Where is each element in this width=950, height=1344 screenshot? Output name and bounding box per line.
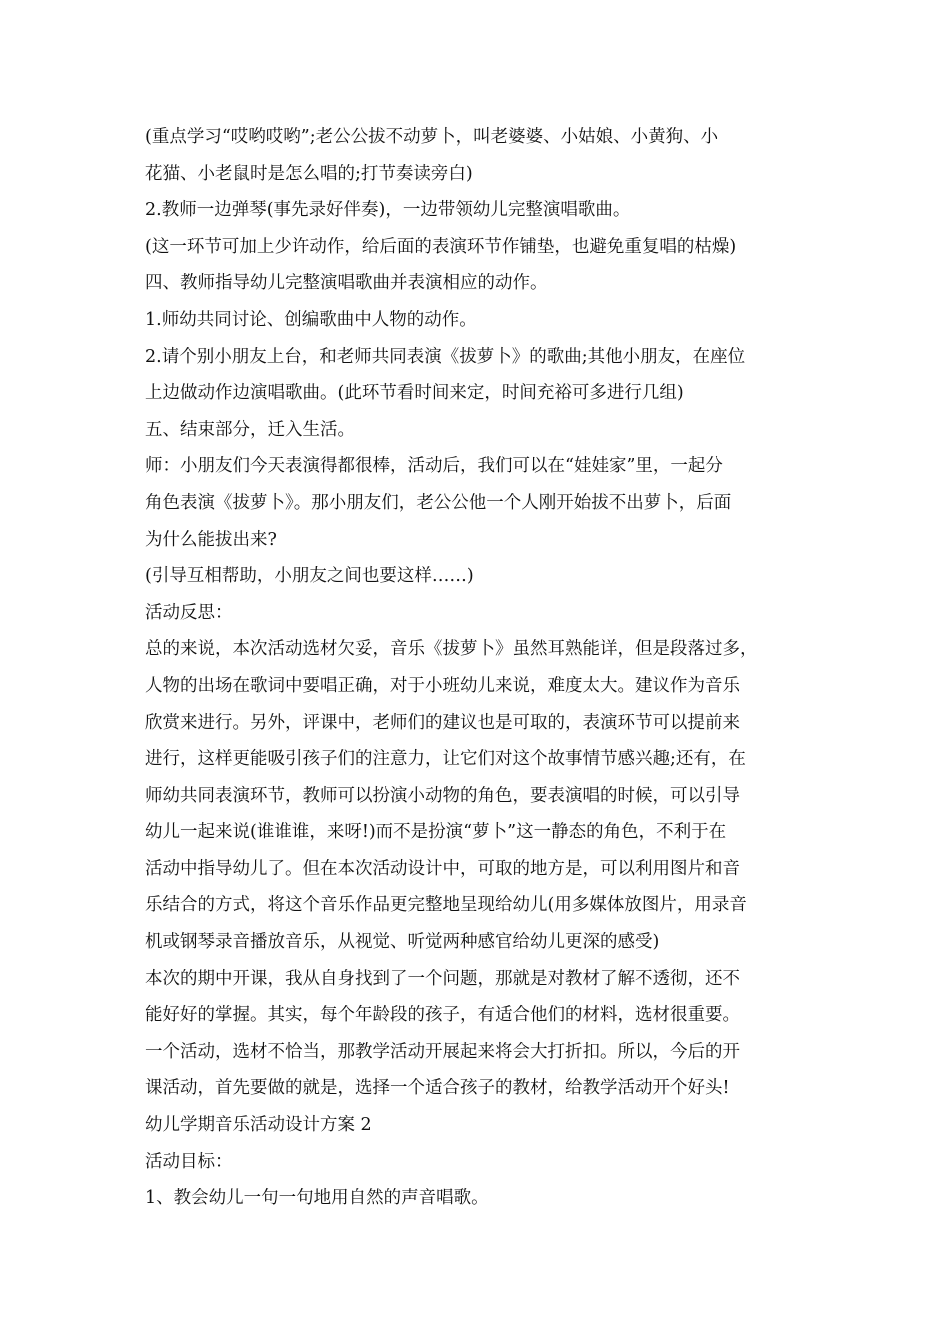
text-line: 活动中指导幼儿了。但在本次活动设计中，可取的地方是，可以利用图片和音 — [145, 858, 740, 879]
text-line: 机或钢琴录音播放音乐，从视觉、听觉两种感官给幼儿更深的感受) — [145, 932, 660, 953]
text-line: (这一环节可加上少许动作，给后面的表演环节作铺垫，也避免重复唱的枯燥) — [145, 236, 737, 257]
text-line: 欣赏来进行。另外，评课中，老师们的建议也是可取的，表演环节可以提前来 — [145, 712, 740, 733]
text-line: 1、教会幼儿一句一句地用自然的声音唱歌。 — [145, 1188, 489, 1209]
text-line: (引导互相帮助，小朋友之间也要这样……) — [145, 566, 474, 587]
text-line: 课活动，首先要做的就是，选择一个适合孩子的教材，给教学活动开个好头! — [145, 1078, 730, 1099]
section-heading: 活动反思： — [145, 602, 233, 623]
text-line: 2.请个别小朋友上台，和老师共同表演《拔萝卜》的歌曲;其他小朋友，在座位 — [145, 346, 746, 367]
text-line: 师幼共同表演环节，教师可以扮演小动物的角色，要表演唱的时候，可以引导 — [145, 785, 740, 806]
text-line: 幼儿一起来说(谁谁谁，来呀!)而不是扮演“萝卜”这一静态的角色，不利于在 — [145, 822, 727, 843]
text-line: 本次的期中开课，我从自身找到了一个问题，那就是对教材了解不透彻，还不 — [145, 968, 740, 989]
text-line: 能好好的掌握。其实，每个年龄段的孩子，有适合他们的材料，选材很重要。 — [145, 1005, 740, 1026]
text-line: 总的来说，本次活动选材欠妥，音乐《拔萝卜》虽然耳熟能详，但是段落过多， — [145, 639, 758, 660]
document-title: 幼儿学期音乐活动设计方案 2 — [145, 1115, 372, 1136]
text-line: 上边做动作边演唱歌曲。(此环节看时间来定，时间充裕可多进行几组) — [145, 383, 684, 404]
text-line: 1.师幼共同讨论、创编歌曲中人物的动作。 — [145, 309, 477, 330]
text-line: 进行，这样更能吸引孩子们的注意力，让它们对这个故事情节感兴趣;还有，在 — [145, 749, 746, 770]
text-line: 角色表演《拔萝卜》。那小朋友们，老公公他一个人刚开始拔不出萝卜，后面 — [145, 492, 732, 513]
text-line: 师：小朋友们今天表演得都很棒，活动后，我们可以在“娃娃家”里，一起分 — [145, 456, 723, 477]
section-heading: 活动目标： — [145, 1151, 233, 1172]
text-line: 乐结合的方式，将这个音乐作品更完整地呈现给幼儿(用多媒体放图片，用录音 — [145, 895, 747, 916]
section-heading: 四、教师指导幼儿完整演唱歌曲并表演相应的动作。 — [145, 273, 548, 294]
text-line: 花猫、小老鼠时是怎么唱的;打节奏读旁白) — [145, 163, 473, 184]
document-body — [145, 119, 817, 1217]
text-line: 2.教师一边弹琴(事先录好伴奏)，一边带领幼儿完整演唱歌曲。 — [145, 200, 631, 221]
text-line: 为什么能拔出来? — [145, 529, 277, 550]
section-heading: 五、结束部分，迁入生活。 — [145, 419, 355, 440]
text-line: 人物的出场在歌词中要唱正确，对于小班幼儿来说，难度太大。建议作为音乐 — [145, 675, 740, 696]
text-line: 一个活动，选材不恰当，那教学活动开展起来将会大打折扣。所以，今后的开 — [145, 1041, 740, 1062]
text-line: (重点学习“哎哟哎哟”;老公公拔不动萝卜，叫老婆婆、小姑娘、小黄狗、小 — [145, 127, 719, 147]
